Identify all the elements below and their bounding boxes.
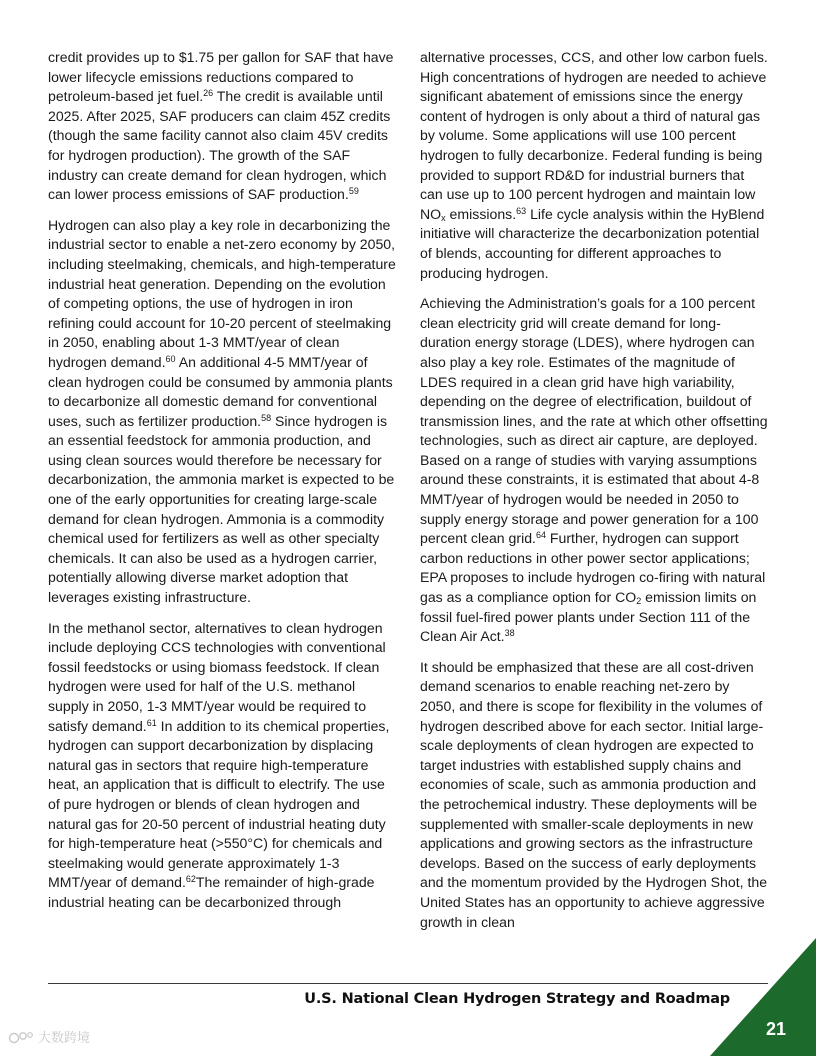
subscript: 2 bbox=[636, 596, 642, 607]
watermark-text: 大数跨境 bbox=[38, 1031, 91, 1046]
text-run: Further, hydrogen can support carbon reductions in other power sector applications; EPA proposes to include hydrogen co-firing with natural gas as a compliance option for CO bbox=[420, 530, 766, 606]
footer-divider bbox=[48, 983, 768, 984]
paragraph bbox=[48, 48, 396, 205]
paragraph bbox=[420, 294, 768, 647]
text-run: alternative processes, CCS, and other low carbon fuels. High concentrations of hydrogen are needed to achieve significant abatement of emissions since the energy content of hydrogen is only about a third of natural gas by volume. Some applications will use 100 percent hydrogen to fully decarbonize. Federal funding is being provided to support RD&D for industrial burners that can use up to 100 percent hydrogen and maintain low NO bbox=[420, 49, 768, 222]
text-run: It should be emphasized that these are all cost-driven demand scenarios to enable reaching net-zero by 2050, and there is scope for flexibility in the volumes of hydrogen described above for each sector. Initial large-scale deployments of clean hydrogen are expected to target industries with established supply chains and economies of scale, such as ammonia production and the petrochemical industry. These deployments will be supplemented with smaller-scale deployments in new applications and growing sectors as the infrastructure develops. Based on the success of early deployments and the momentum provided by the Hydrogen Shot, the United States has an opportunity to achieve aggressive growth in clean bbox=[420, 658, 768, 930]
page-number: 21 bbox=[765, 1019, 786, 1039]
text-run: emission limits on fossil fuel-fired power plants under Section 111 of the Clean Air Act. bbox=[420, 589, 757, 645]
footnote-ref: 64 bbox=[535, 530, 546, 541]
footnote-ref: 26 bbox=[203, 88, 214, 99]
text-run: emissions. bbox=[445, 205, 517, 222]
paragraph bbox=[48, 619, 396, 913]
footnote-ref: 38 bbox=[504, 628, 515, 639]
paragraph bbox=[420, 48, 768, 283]
subscript: x bbox=[441, 212, 446, 223]
text-run: The credit is available until 2025. After 2025, SAF producers can claim 45Z credits (though the same facility cannot also claim 45V credits for hydrogen production). The growth of the SAF industry can create demand for clean hydrogen, which can lower process emissions of SAF production. bbox=[48, 88, 391, 203]
footnote-ref: 59 bbox=[348, 186, 359, 197]
text-run: In the methanol sector, alternatives to clean hydrogen include deploying CCS technologies with conventional fossil feedstocks or using biomass feedstock. If clean hydrogen were used for half of the U.S. methanol supply in 2050, 1-3 MMT/year would be required to satisfy demand. bbox=[48, 619, 386, 734]
footnote-ref: 60 bbox=[165, 353, 176, 364]
watermark bbox=[8, 1027, 90, 1046]
text-run: Life cycle analysis within the HyBlend initiative will characterize the decarbonization potential of blends, accounting for different approaches to producing hydrogen. bbox=[420, 205, 765, 281]
left-text-column bbox=[48, 48, 396, 924]
text-run: Hydrogen can also play a key role in decarbonizing the industrial sector to enable a net-zero economy by 2050, including steelmaking, chemicals, and high-temperature industrial heat generation. Depending on the evolution of competing options, the use of hydrogen in iron refining could account for 10-20 percent of steelmaking in 2050, enabling about 1-3 MMT/year of clean hydrogen demand. bbox=[48, 216, 396, 370]
text-run: Achieving the Administration’s goals for a 100 percent clean electricity grid will create demand for long-duration energy storage (LDES), where hydrogen can also play a key role. Estimates of the magnitude of LDES required in a clean grid have high variability, depending on the degree of electrification, buildout of transmission lines, and the rate at which other offsetting technologies, such as direct air capture, are deployed. Based on a range of studies with varying assumptions around these constraints, it is estimated that about 4-8 MMT/year of hydrogen would be needed in 2050 to supply energy storage and power generation for a 100 percent clean grid. bbox=[420, 295, 768, 547]
footnote-ref: 62 bbox=[185, 874, 196, 885]
text-run: In addition to its chemical properties, hydrogen can support decarbonization by displacing natural gas in sectors that require high-temperature heat, an application that is difficult to electrify. The use of pure hydrogen or blends of clean hydrogen and natural gas for 20-50 percent of industrial heating duty for high-temperature heat (>550°C) for chemicals and steelmaking would generate approximately 1-3 MMT/year of demand. bbox=[48, 717, 390, 891]
footnote-ref: 61 bbox=[146, 717, 157, 728]
right-text-column bbox=[420, 48, 768, 943]
paragraph bbox=[48, 216, 396, 608]
text-run: Since hydrogen is an essential feedstock for ammonia production, and using clean sources would therefore be necessary for decarbonization, the ammonia market is expected to be one of the early opportunities for creating large-scale demand for clean hydrogen. Ammonia is a commodity chemical used for fertilizers as well as other specialty chemicals. It can also be used as a hydrogen carrier, potentially allowing diverse market adoption that leverages existing infrastructure. bbox=[48, 412, 395, 606]
text-run: credit provides up to $1.75 per gallon for SAF that have lower lifecycle emissions reductions compared to petroleum-based jet fuel. bbox=[48, 49, 394, 105]
footer-document-title: U.S. National Clean Hydrogen Strategy and Roadmap bbox=[304, 991, 730, 1007]
footnote-ref: 63 bbox=[516, 205, 527, 216]
page-corner-triangle bbox=[710, 938, 816, 1056]
text-run: An additional 4-5 MMT/year of clean hydrogen could be consumed by ammonia plants to decarbonize all domestic demand for conventional uses, such as fertilizer production. bbox=[48, 353, 393, 429]
footnote-ref: 58 bbox=[261, 412, 272, 423]
text-run: The remainder of high-grade industrial heating can be decarbonized through bbox=[48, 874, 375, 910]
watermark-logo-icon bbox=[8, 1030, 34, 1044]
paragraph bbox=[420, 658, 768, 932]
